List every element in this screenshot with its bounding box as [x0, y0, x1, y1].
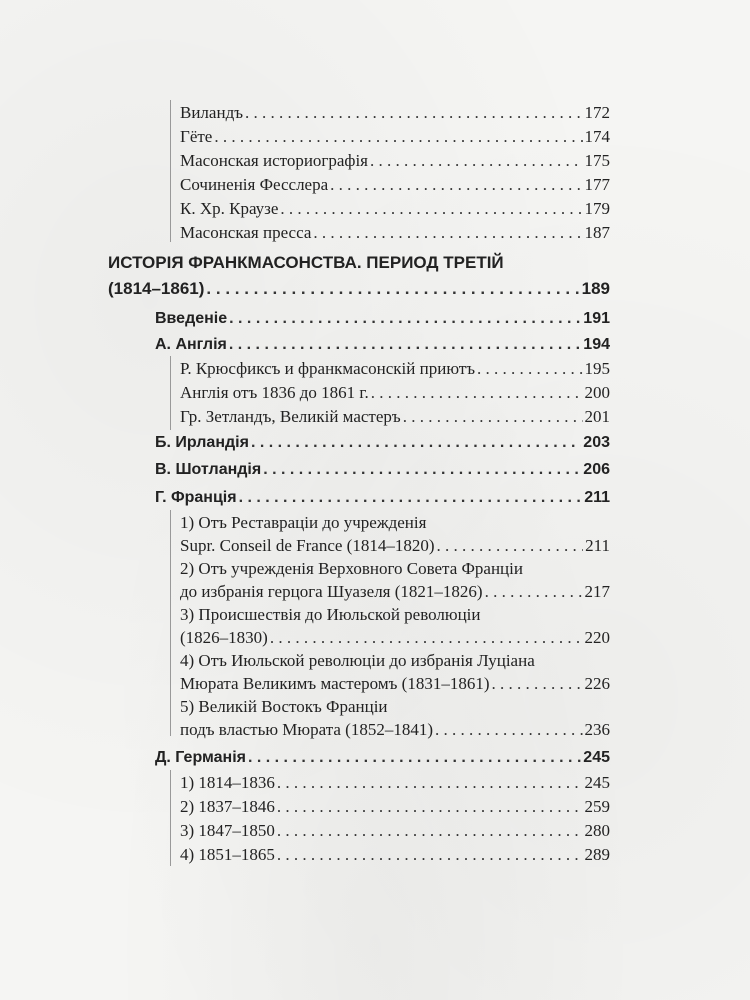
- entry-label: 2) 1837–1846: [180, 797, 275, 816]
- toc-entry: [180, 404, 610, 430]
- leader-dots: [485, 579, 583, 605]
- toc-entry: [180, 380, 610, 406]
- entry-label: Масонская историографія: [180, 151, 368, 170]
- toc-section: [155, 430, 610, 456]
- part-title-line: [108, 276, 610, 302]
- entry-label: Гр. Зетландъ, Великій мастеръ: [180, 407, 401, 426]
- leader-dots: [491, 671, 582, 697]
- section-page: 245: [583, 749, 610, 766]
- leader-dots: [206, 276, 579, 302]
- entry-label: 1) 1814–1836: [180, 773, 275, 792]
- leader-dots: [477, 356, 582, 382]
- toc-entry: [180, 818, 610, 844]
- entry-page: 245: [584, 773, 610, 792]
- section-label: Г. Франція: [155, 489, 237, 506]
- section-label: А. Англія: [155, 336, 227, 353]
- section-page: 191: [583, 310, 610, 327]
- toc-entry: [180, 124, 610, 150]
- toc-entry: [180, 356, 610, 382]
- subsection-title: 2) Отъ учрежденія Верховного Совета Франціи: [180, 559, 523, 578]
- entry-label: до избранія герцога Шуазеля (1821–1826): [180, 582, 483, 601]
- entry-label: (1826–1830): [180, 628, 268, 647]
- section-label: Д. Германія: [155, 749, 246, 766]
- leader-dots: [277, 842, 583, 868]
- toc-entry: [180, 794, 610, 820]
- entry-page: 175: [584, 151, 610, 170]
- part-title: ИСТОРІЯ ФРАНКМАСОНСТВА. ПЕРИОД ТРЕТІЙ: [108, 253, 504, 272]
- indent-rule: [170, 510, 171, 736]
- entry-label: Мюрата Великимъ мастеромъ (1831–1861): [180, 674, 490, 693]
- entry-label: 4) 1851–1865: [180, 845, 275, 864]
- entry-label: подъ властью Мюрата (1852–1841): [180, 720, 433, 739]
- toc-section: [155, 485, 610, 511]
- toc-section: [155, 306, 610, 332]
- leader-dots: [371, 380, 583, 406]
- entry-page: 201: [584, 407, 610, 426]
- toc-entry: [180, 842, 610, 868]
- toc-section: [155, 457, 610, 483]
- entry-page: 236: [584, 720, 610, 739]
- section-page: 194: [583, 336, 610, 353]
- entry-page: 174: [584, 127, 610, 146]
- leader-dots: [370, 148, 583, 174]
- section-label: Б. Ирландія: [155, 434, 249, 451]
- leader-dots: [277, 770, 583, 796]
- section-label: Введеніе: [155, 310, 228, 327]
- part-page: 189: [581, 279, 610, 298]
- entry-page: 289: [584, 845, 610, 864]
- entry-page: 259: [584, 797, 610, 816]
- part-subtitle: (1814–1861): [108, 279, 205, 298]
- toc-entry: [180, 100, 610, 126]
- subsection-title: 5) Великій Востокъ Франціи: [180, 697, 388, 716]
- toc-entry: [180, 172, 610, 198]
- section-label: В. Шотландія: [155, 461, 262, 478]
- toc-entry: [180, 770, 610, 796]
- toc-entry: [180, 220, 610, 246]
- toc-entry: [180, 196, 610, 222]
- leader-dots: [229, 306, 581, 332]
- entry-page: 177: [584, 175, 610, 194]
- entry-page: 195: [584, 359, 610, 378]
- entry-label: 3) 1847–1850: [180, 821, 275, 840]
- entry-label: Гёте: [180, 127, 213, 146]
- entry-page: 200: [584, 383, 610, 402]
- subsection-title: 1) Отъ Реставраціи до учрежденія: [180, 513, 427, 532]
- entry-page: 187: [584, 223, 610, 242]
- leader-dots: [248, 745, 581, 771]
- entry-label: Англія отъ 1836 до 1861 г.: [180, 383, 369, 402]
- entry-page: 220: [584, 628, 610, 647]
- entry-page: 280: [584, 821, 610, 840]
- entry-label: Р. Крюсфиксъ и франкмасонскій приютъ: [180, 359, 476, 378]
- indent-rule: [170, 100, 171, 242]
- leader-dots: [277, 794, 583, 820]
- toc-entry: [180, 717, 610, 743]
- leader-dots: [330, 172, 582, 198]
- leader-dots: [277, 818, 583, 844]
- toc-section: [155, 745, 610, 771]
- leader-dots: [229, 332, 581, 358]
- entry-label: Сочиненія Фесслера: [180, 175, 329, 194]
- leader-dots: [245, 100, 582, 126]
- section-page: 203: [583, 434, 610, 451]
- entry-page: 217: [584, 582, 610, 601]
- indent-rule: [170, 770, 171, 866]
- leader-dots: [263, 457, 581, 483]
- entry-label: Масонская пресса: [180, 223, 312, 242]
- subsection-title: 4) Отъ Июльской революціи до избранія Луціана: [180, 651, 535, 670]
- indent-rule: [170, 356, 171, 430]
- subsection-title: 3) Происшествія до Июльской революціи: [180, 605, 481, 624]
- leader-dots: [251, 430, 581, 456]
- leader-dots: [214, 124, 582, 150]
- entry-label: Supr. Conseil de France (1814–1820): [180, 536, 435, 555]
- toc-section: [155, 332, 610, 358]
- leader-dots: [313, 220, 582, 246]
- entry-page: 226: [584, 674, 610, 693]
- entry-page: 211: [585, 536, 610, 555]
- leader-dots: [239, 485, 583, 511]
- leader-dots: [403, 404, 583, 430]
- section-page: 211: [584, 489, 610, 506]
- entry-label: К. Хр. Краузе: [180, 199, 279, 218]
- entry-label: Виландъ: [180, 103, 244, 122]
- section-page: 206: [583, 461, 610, 478]
- entry-page: 179: [584, 199, 610, 218]
- leader-dots: [280, 196, 582, 222]
- entry-page: 172: [584, 103, 610, 122]
- toc-entry: [180, 148, 610, 174]
- leader-dots: [435, 717, 583, 743]
